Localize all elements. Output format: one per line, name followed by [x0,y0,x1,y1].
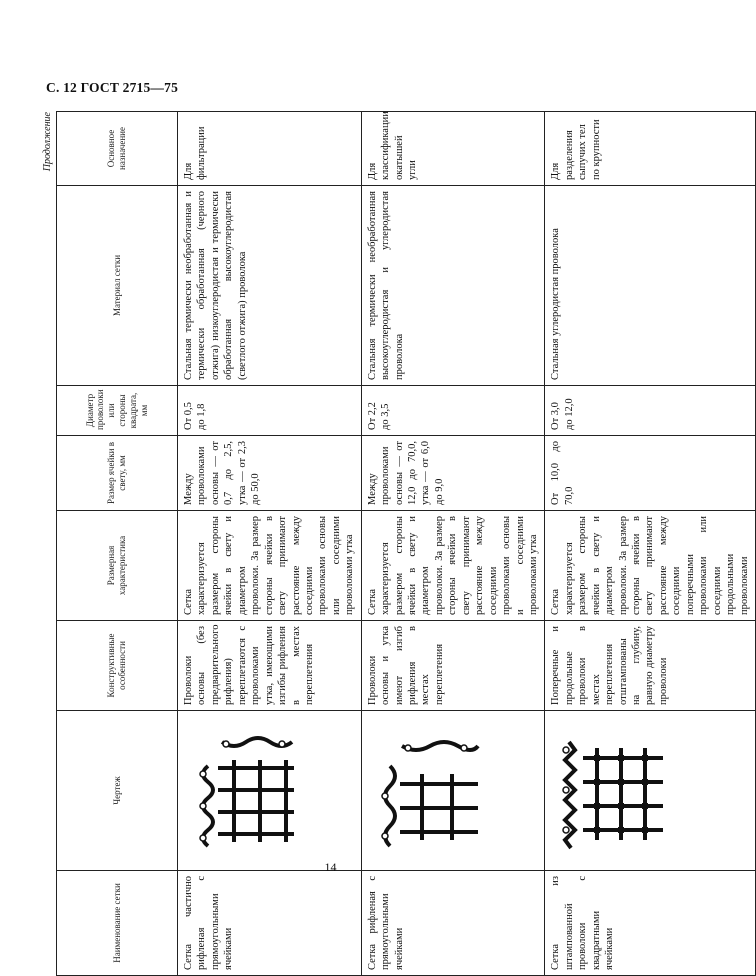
drawing-cell [178,711,362,871]
size-characteristic: Сетка характеризуется размером стороны ячейки в свету и диаметром проволоки. За размер стороны ячейки в свету принимают расстояние между соседними поперечными проволоками или соседними продольными проволоками [545,511,756,621]
col-header-material: Материал сетки [57,186,178,386]
wire-diameter: От 2,2 до 3,5 [361,386,545,436]
col-header-drawing: Чертеж [57,711,178,871]
col-header-purpose: Основное назначение [57,112,178,186]
construction-features: Поперечные и продольные проволоки в местах переплетения отштампованы на глубину, равную диаметру проволоки [545,621,756,711]
wire-diameter: От 3,0 до 12,0 [545,386,756,436]
main-purpose: Для фильтрации [178,112,362,186]
construction-features: Проволоки основы (без предварительного рифления) переплетаются с проволоками утка, имеющими изгибы рифления в местах переплетения [178,621,362,711]
continuation-label: Продолжение [42,112,53,172]
table-header-row [57,112,178,976]
cell-size: Между проволоками основы — от 12,0 до 70,0, утка — от 6,0 до 9,0 [361,436,545,511]
size-characteristic: Сетка характеризуется размером стороны ячейки в свету и диаметром проволоки. За размер стороны ячейки в свету принимают расстояние между соседними проволоками основы или соседними проволоками утка [178,511,362,621]
rotated-table-block [40,111,750,976]
corrugated-rectangular-mesh-drawing-icon [366,727,486,855]
page-header: С. 12 ГОСТ 2715—75 [46,80,179,95]
main-purpose: Для разделения сыпучих тел по крупности [545,112,756,186]
cell-size: От 10,0 до 70,0 [545,436,756,511]
stamped-wire-square-mesh-drawing-icon [549,727,669,855]
col-header-size-characteristic: Размерная характеристика [57,511,178,621]
drawing-cell [361,711,545,871]
table-row [178,112,362,976]
size-characteristic: Сетка характеризуется размером стороны ячейки в свету и диаметром проволоки. За размер стороны ячейки в свету принимают расстояние между соседними проволоками основы и соседними проволоками утка [361,511,545,621]
partially-corrugated-mesh-drawing-icon [182,727,302,855]
cell-size: Между проволоками основы — от 0,7 до 2,5, утка — от 2,3 до 50,0 [178,436,362,511]
main-purpose: Для классификации окатышей угли [361,112,545,186]
mesh-name: Сетка частично рифленая с прямоугольными ячейками [178,871,362,976]
col-header-wire-diameter: Диаметр проволоки или стороны квадрата, мм [57,386,178,436]
mesh-name: Сетка из штампованной проволоки с квадратными ячейками [545,871,756,976]
col-header-name: Наименование сетки [57,871,178,976]
mesh-material: Стальная углеродистая проволока [545,186,756,386]
col-header-cell-size: Размер ячейки в свету, мм [57,436,178,511]
mesh-material: Стальная термически необработанная высокоуглеродистая и углеродистая проволока [361,186,545,386]
mesh-material: Стальная термически необработанная и термически обработанная (черного отжига) низкоуглеродистая и термически обработанная высокоуглеродистая (светлого отжига) проволока [178,186,362,386]
mesh-name: Сетка рифленая с прямоугольными ячейками [361,871,545,976]
wire-diameter: От 0,5 до 1,8 [178,386,362,436]
mesh-table [56,111,756,976]
page-number: 14 [324,860,337,874]
col-header-features: Конструктивные особенности [57,621,178,711]
drawing-cell [545,711,756,871]
construction-features: Проволоки основы и утка имеют изгиб рифления в местах переплетения [361,621,545,711]
table-row [545,112,756,976]
table-row [361,112,545,976]
